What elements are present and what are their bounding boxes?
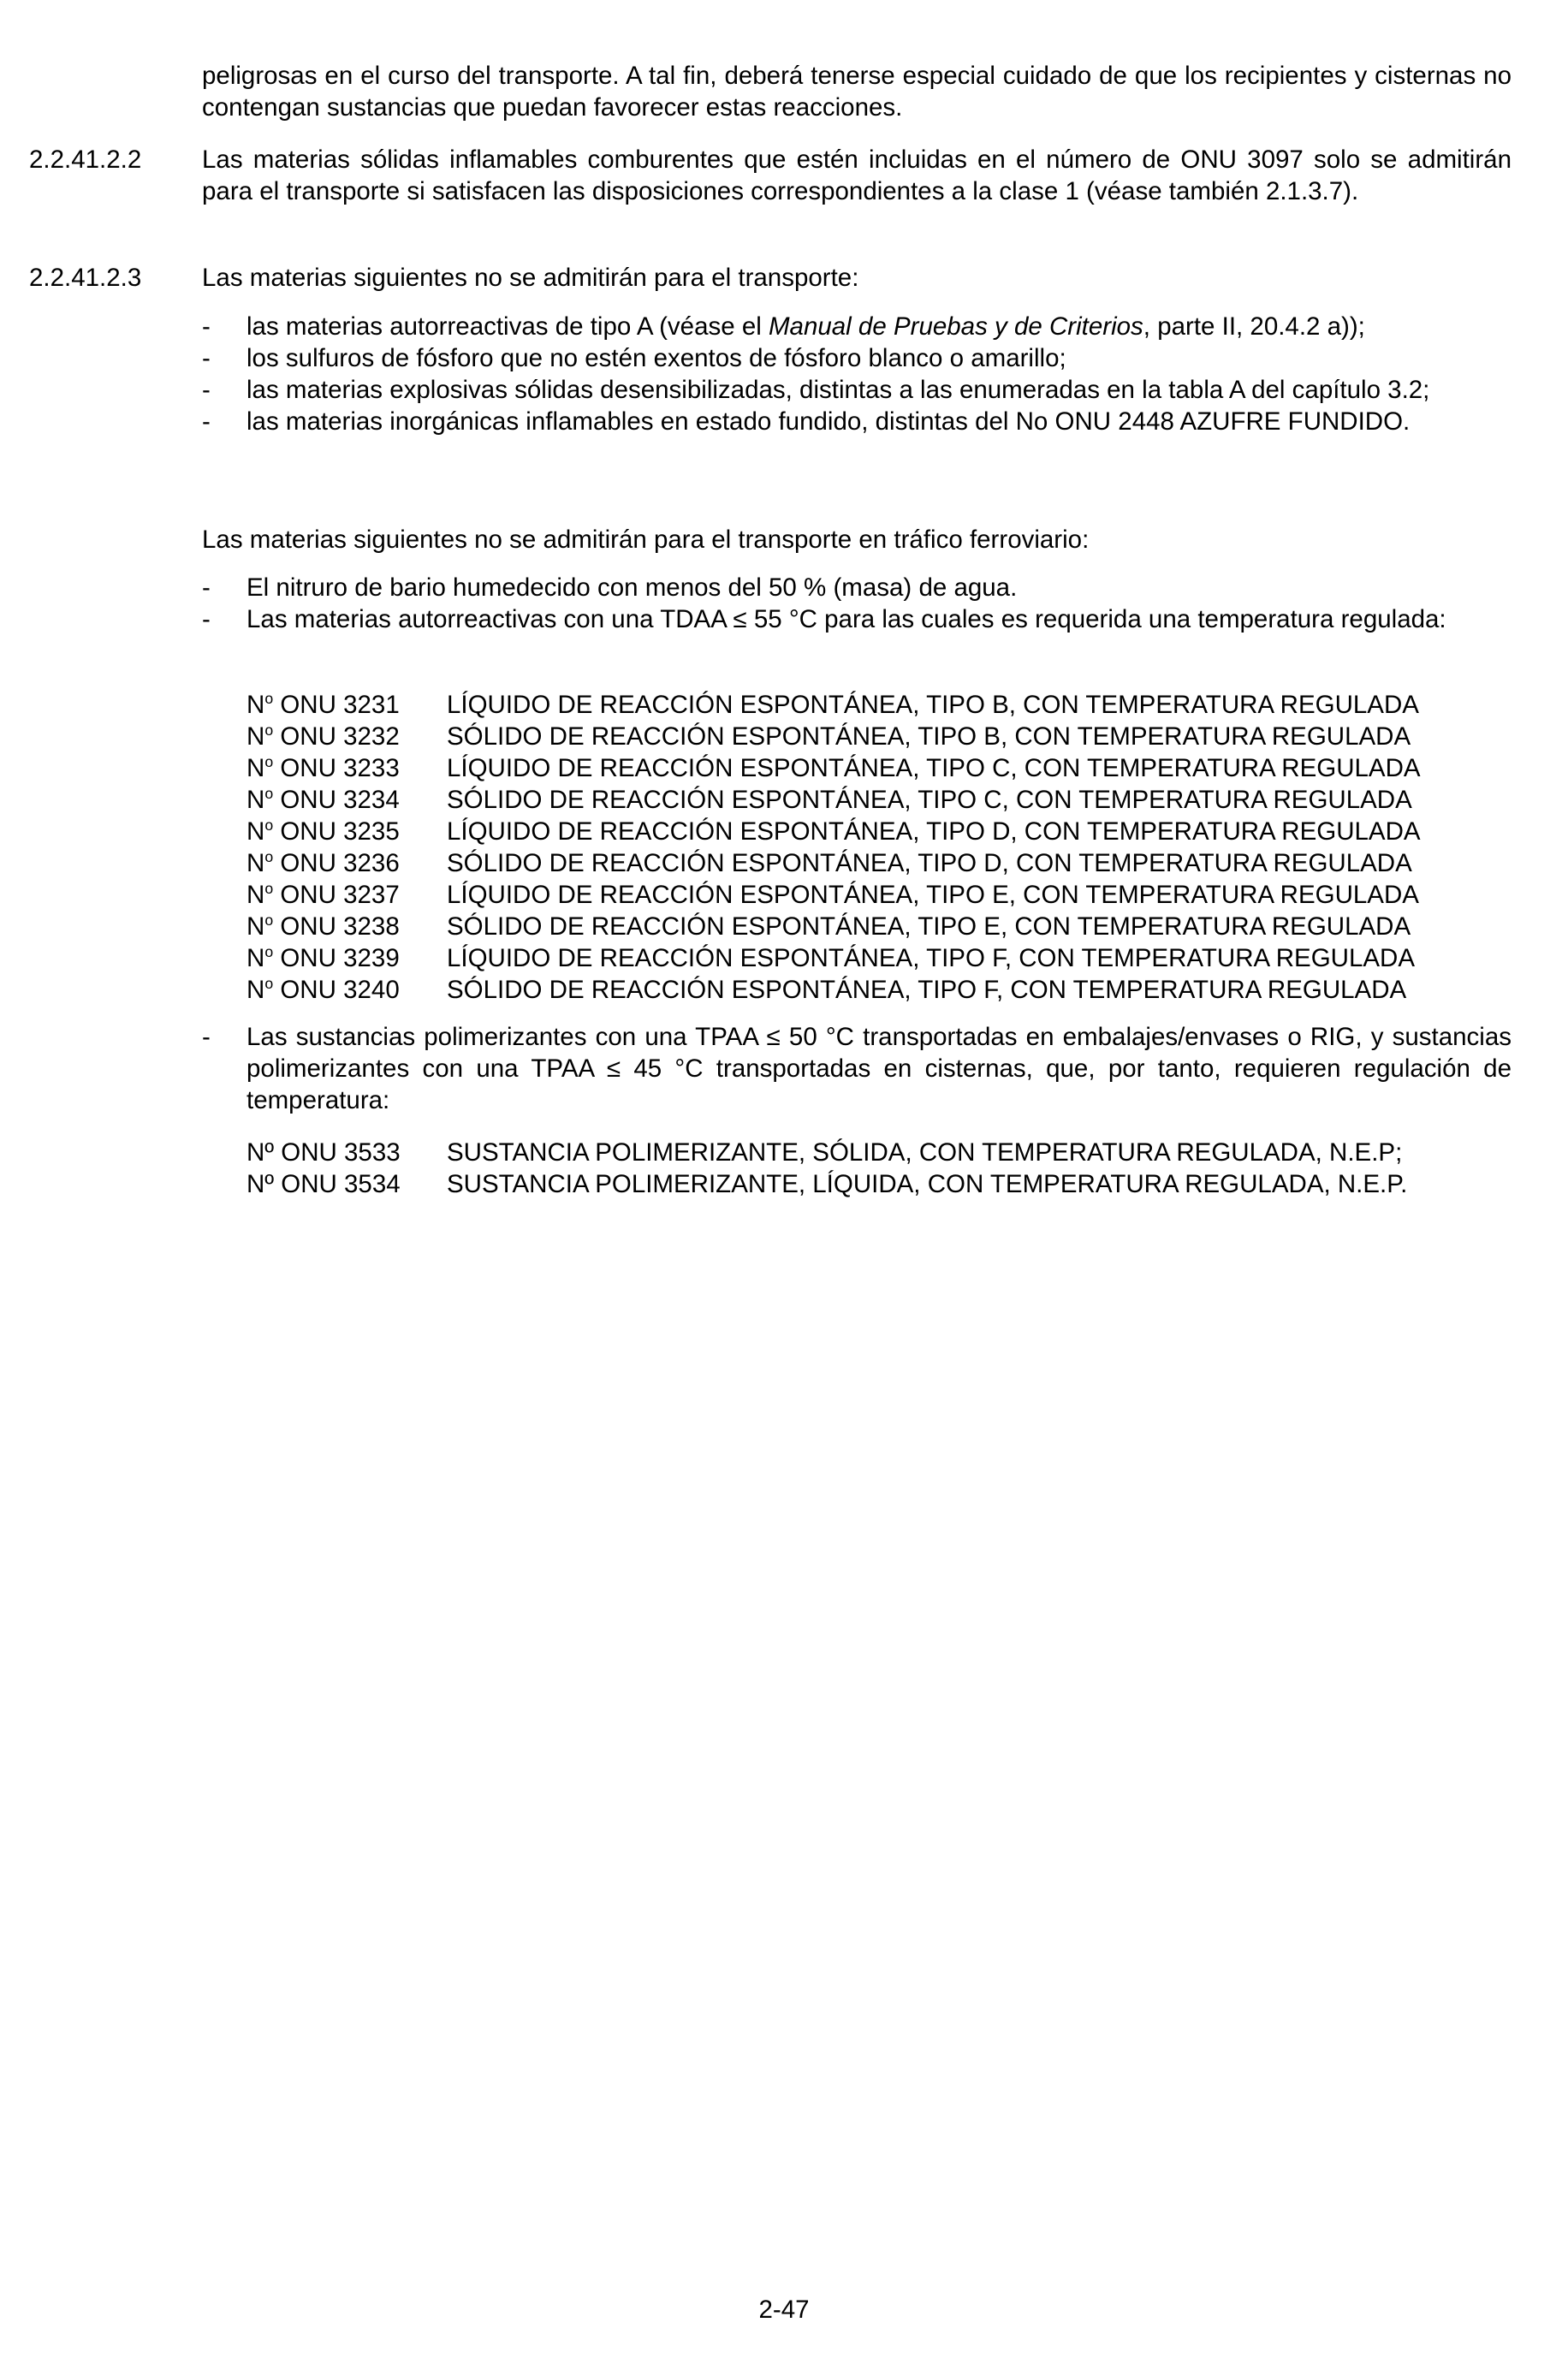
list-item [202,374,1512,406]
un-entry-row [246,689,1512,721]
intro-paragraph: peligrosas en el curso del transporte. A tal fin, deberá tenerse especial cuidado de que los recipientes y cisternas no contengan sustancias que puedan favorecer estas reacciones. [202,62,1512,122]
number-abbrev: N [246,786,265,814]
prohibited-items [202,311,1512,437]
un-code: ONU 3233 [273,754,400,782]
item-text: las materias inorgánicas inflamables en estado fundido, distintas del No ONU 2448 AZUFRE FUNDIDO. [246,407,1411,436]
number-abbrev-sup: o [264,722,274,740]
un-code: ONU 3236 [273,849,400,877]
section-number: 2.2.41.2.3 [29,264,142,292]
item-italic-title: Manual de Pruebas y de Criterios [768,312,1143,341]
item-text: El nitruro de bario humedecido con menos del 50 % (masa) de agua. [246,573,1018,602]
un-entry-row [246,784,1512,816]
number-abbrev: N [246,722,265,751]
un-code: ONU 3235 [273,817,400,846]
un-entry-row [246,816,1512,847]
un-description: LÍQUIDO DE REACCIÓN ESPONTÁNEA, TIPO F, CON TEMPERATURA REGULADA [447,944,1416,972]
un-number [246,879,447,911]
list-item [202,311,1512,342]
un-number [246,847,447,879]
list-item [202,572,1512,603]
number-abbrev-sup: o [264,848,274,866]
un-number [246,816,447,847]
section-number: 2.2.41.2.2 [29,146,142,174]
un-description: SÓLIDO DE REACCIÓN ESPONTÁNEA, TIPO E, CON TEMPERATURA REGULADA [447,912,1411,941]
un-code: ONU 3240 [273,976,400,1004]
un-number [246,784,447,816]
number-abbrev-sup: o [264,880,274,898]
un-code: ONU 3237 [273,881,400,909]
un-code: ONU 3231 [273,691,400,719]
bullet-dash: - [202,312,211,341]
page-number: 2-47 [758,2296,810,2324]
un-code: ONU 3239 [273,944,400,972]
number-abbrev-sup: o [264,943,274,961]
un-description: SUSTANCIA POLIMERIZANTE, SÓLIDA, CON TEMPERATURA REGULADA, N.E.P; [447,1138,1403,1167]
number-abbrev: N [246,817,265,846]
rail-items [202,572,1512,635]
un-code: ONU 3232 [273,722,400,751]
number-abbrev: N [246,944,265,972]
un-entry-row [246,752,1512,784]
un-number [246,974,447,1006]
poly-entry-row [246,1168,1512,1200]
un-entry-row [246,721,1512,752]
poly-entries [202,1137,1512,1200]
number-abbrev: N [246,849,265,877]
bullet-dash: - [202,1023,211,1051]
un-number [246,942,447,974]
item-text: Las sustancias polimerizantes con una TPAA ≤ 50 °C transportadas en embalajes/envases o RIG, y sustancias polimerizantes con una TPAA ≤ 45 °C transportadas en cisternas, que, por tanto, requieren regulación de temperatura: [246,1023,1512,1114]
un-description: SÓLIDO DE REACCIÓN ESPONTÁNEA, TIPO D, CON TEMPERATURA REGULADA [447,849,1412,877]
number-abbrev-sup: o [264,912,274,930]
bullet-dash: - [202,573,211,602]
un-number [246,752,447,784]
number-abbrev: N [246,691,265,719]
un-description: LÍQUIDO DE REACCIÓN ESPONTÁNEA, TIPO B, CON TEMPERATURA REGULADA [447,691,1419,719]
un-entry-row [246,879,1512,911]
poly-items [202,1021,1512,1116]
un-description: SUSTANCIA POLIMERIZANTE, LÍQUIDA, CON TEMPERATURA REGULADA, N.E.P. [447,1170,1408,1198]
list-item [202,603,1512,635]
section-paragraph: Las materias siguientes no se admitirán para el transporte: [202,264,859,292]
un-number [246,689,447,721]
un-number: Nº ONU 3533 [246,1138,401,1167]
section-paragraph: Las materias sólidas inflamables comburentes que estén incluidas en el número de ONU 3097 solo se admitirán para el transporte si satisfacen las disposiciones correspondientes a la clase 1 (véase también 2.1.3.7). [202,146,1512,205]
number-abbrev: N [246,912,265,941]
list-item [202,406,1512,437]
number-abbrev: N [246,754,265,782]
list-item [202,1021,1512,1116]
bullet-dash: - [202,605,211,633]
number-abbrev: N [246,976,265,1004]
number-abbrev-sup: o [264,975,274,993]
bullet-dash: - [202,344,211,372]
un-description: SÓLIDO DE REACCIÓN ESPONTÁNEA, TIPO F, CON TEMPERATURA REGULADA [447,976,1407,1004]
un-entries-list [246,689,1512,1006]
un-number [246,721,447,752]
un-description: SÓLIDO DE REACCIÓN ESPONTÁNEA, TIPO B, CON TEMPERATURA REGULADA [447,722,1411,751]
un-description: LÍQUIDO DE REACCIÓN ESPONTÁNEA, TIPO E, CON TEMPERATURA REGULADA [447,881,1419,909]
list-item [202,342,1512,374]
number-abbrev: N [246,881,265,909]
item-text: los sulfuros de fósforo que no estén exentos de fósforo blanco o amarillo; [246,344,1066,372]
un-entry-row [246,911,1512,942]
un-code: ONU 3234 [273,786,400,814]
item-text: , parte II, 20.4.2 a)); [1143,312,1365,341]
item-text: Las materias autorreactivas con una TDAA ≤ 55 °C para las cuales es requerida una temperatura regulada: [246,605,1446,633]
bullet-dash: - [202,376,211,404]
un-code: ONU 3238 [273,912,400,941]
un-number: Nº ONU 3534 [246,1170,401,1198]
un-description: SÓLIDO DE REACCIÓN ESPONTÁNEA, TIPO C, CON TEMPERATURA REGULADA [447,786,1412,814]
rail-intro: Las materias siguientes no se admitirán para el transporte en tráfico ferroviario: [202,526,1090,554]
number-abbrev-sup: o [264,690,274,708]
number-abbrev-sup: o [264,753,274,771]
number-abbrev-sup: o [264,785,274,803]
un-description: LÍQUIDO DE REACCIÓN ESPONTÁNEA, TIPO D, CON TEMPERATURA REGULADA [447,817,1421,846]
poly-entries-list [246,1137,1512,1200]
bullet-dash: - [202,407,211,436]
un-description: LÍQUIDO DE REACCIÓN ESPONTÁNEA, TIPO C, CON TEMPERATURA REGULADA [447,754,1421,782]
un-entry-row [246,974,1512,1006]
un-entry-row [246,847,1512,879]
poly-entry-row [246,1137,1512,1168]
un-entries [202,689,1512,1006]
un-entry-row [246,942,1512,974]
item-text: las materias autorreactivas de tipo A (véase el [246,312,769,341]
item-text: las materias explosivas sólidas desensibilizadas, distintas a las enumeradas en la tabla A del capítulo 3.2; [246,376,1430,404]
un-number [246,911,447,942]
number-abbrev-sup: o [264,817,274,835]
